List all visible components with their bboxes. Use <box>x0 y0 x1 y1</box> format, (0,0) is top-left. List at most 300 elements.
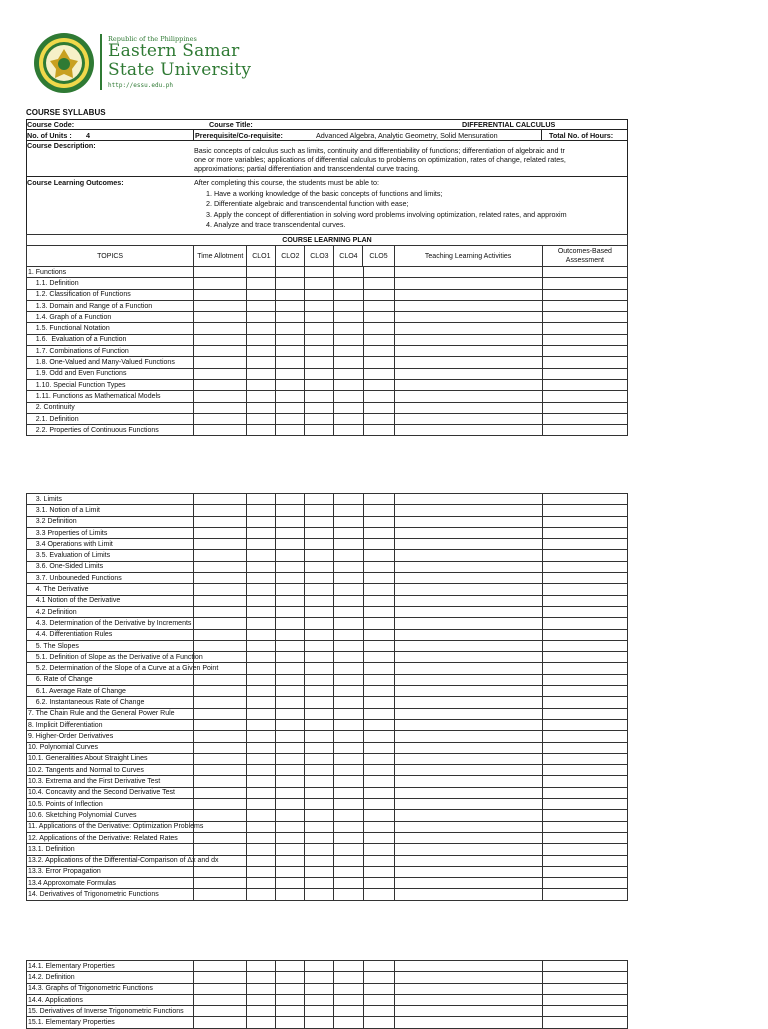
empty-cell <box>334 719 363 730</box>
empty-cell <box>394 312 542 323</box>
empty-cell <box>334 765 363 776</box>
topic-cell <box>27 516 194 527</box>
table-row <box>27 765 628 776</box>
empty-cell <box>305 994 334 1005</box>
empty-cell <box>542 618 627 629</box>
empty-cell <box>363 787 394 798</box>
table-row <box>27 278 628 289</box>
empty-cell <box>247 516 276 527</box>
empty-cell <box>247 652 276 663</box>
empty-cell <box>394 844 542 855</box>
table-row <box>27 1017 628 1028</box>
empty-cell <box>194 753 247 764</box>
table-row <box>27 368 628 379</box>
topic-cell <box>27 866 194 877</box>
table-row <box>27 972 628 983</box>
empty-cell <box>247 539 276 550</box>
empty-cell <box>363 300 394 311</box>
empty-cell <box>334 708 363 719</box>
empty-cell <box>305 516 334 527</box>
empty-cell <box>363 334 394 345</box>
empty-cell <box>194 844 247 855</box>
empty-cell <box>334 889 363 900</box>
empty-cell <box>276 289 305 300</box>
empty-cell <box>194 731 247 742</box>
empty-cell <box>305 346 334 357</box>
table-row <box>27 663 628 674</box>
empty-cell <box>334 516 363 527</box>
empty-cell <box>363 866 394 877</box>
empty-cell <box>276 629 305 640</box>
empty-cell <box>194 972 247 983</box>
empty-cell <box>194 368 247 379</box>
empty-cell <box>542 267 627 278</box>
table-row <box>27 787 628 798</box>
empty-cell <box>542 787 627 798</box>
empty-cell <box>394 742 542 753</box>
empty-cell <box>194 312 247 323</box>
empty-cell <box>363 742 394 753</box>
empty-cell <box>276 708 305 719</box>
empty-cell <box>247 776 276 787</box>
empty-cell <box>194 994 247 1005</box>
empty-cell <box>363 425 394 436</box>
empty-cell <box>542 629 627 640</box>
empty-cell <box>394 787 542 798</box>
empty-cell <box>276 1017 305 1028</box>
topic-text: 3.4 Operations with Limit <box>28 540 113 548</box>
topic-cell <box>27 663 219 674</box>
topic-cell <box>27 629 194 640</box>
empty-cell <box>194 866 247 877</box>
empty-cell <box>305 878 334 889</box>
empty-cell <box>276 584 305 595</box>
empty-cell <box>334 618 363 629</box>
empty-cell <box>305 334 334 345</box>
empty-cell <box>363 961 394 972</box>
empty-cell <box>194 629 247 640</box>
table-row <box>27 844 628 855</box>
table-row <box>27 323 628 334</box>
empty-cell <box>194 267 247 278</box>
empty-cell <box>363 1006 394 1017</box>
empty-cell <box>363 753 394 764</box>
empty-cell <box>334 855 363 866</box>
empty-cell <box>194 300 247 311</box>
topic-cell <box>27 697 194 708</box>
empty-cell <box>542 844 627 855</box>
topic-cell <box>27 799 194 810</box>
plan-title: COURSE LEARNING PLAN <box>27 235 628 246</box>
topic-text: 15. Derivatives of Inverse Trigonometric Functions <box>28 1007 184 1015</box>
empty-cell <box>542 595 627 606</box>
empty-cell <box>305 539 334 550</box>
empty-cell <box>334 550 363 561</box>
topic-text: 3.6. One-Sided Limits <box>28 563 104 571</box>
empty-cell <box>363 629 394 640</box>
empty-cell <box>334 1017 363 1028</box>
empty-cell <box>305 742 334 753</box>
empty-cell <box>276 323 305 334</box>
empty-cell <box>194 640 247 651</box>
empty-cell <box>334 357 363 368</box>
topic-text: 12. Applications of the Derivative: Related Rates <box>28 834 178 842</box>
empty-cell <box>305 765 334 776</box>
empty-cell <box>247 334 276 345</box>
topic-text: 1.7. Combinations of Function <box>28 347 129 355</box>
topic-text: 5.2. Determination of the Slope of a Curve at a Given Point <box>28 665 219 673</box>
empty-cell <box>542 855 627 866</box>
empty-cell <box>247 686 276 697</box>
topic-text: 1.4. Graph of a Function <box>28 313 112 321</box>
hours-label: Total No. of Hours: <box>549 131 614 140</box>
empty-cell <box>194 584 247 595</box>
empty-cell <box>305 573 334 584</box>
topic-text: 1.11. Functions as Mathematical Models <box>28 392 161 400</box>
empty-cell <box>542 312 627 323</box>
topic-cell <box>27 267 194 278</box>
empty-cell <box>542 799 627 810</box>
table-row <box>27 595 628 606</box>
topic-cell <box>27 652 203 663</box>
empty-cell <box>394 663 542 674</box>
empty-cell <box>363 878 394 889</box>
empty-cell <box>363 765 394 776</box>
empty-cell <box>363 539 394 550</box>
empty-cell <box>305 413 334 424</box>
empty-cell <box>542 994 627 1005</box>
table-row <box>27 889 628 900</box>
topic-text: 10.1. Generalities About Straight Lines <box>28 755 148 763</box>
table-row <box>27 606 628 617</box>
table-row <box>27 391 628 402</box>
empty-cell <box>363 821 394 832</box>
empty-cell <box>247 595 276 606</box>
empty-cell <box>276 1006 305 1017</box>
empty-cell <box>194 686 247 697</box>
empty-cell <box>363 799 394 810</box>
empty-cell <box>247 961 276 972</box>
empty-cell <box>194 573 247 584</box>
empty-cell <box>194 776 247 787</box>
empty-cell <box>305 686 334 697</box>
empty-cell <box>542 505 627 516</box>
table-row <box>27 584 628 595</box>
empty-cell <box>334 312 363 323</box>
topic-text: 2. Continuity <box>28 404 75 412</box>
empty-cell <box>542 539 627 550</box>
topic-cell <box>27 1017 194 1028</box>
university-header <box>33 30 333 92</box>
topic-text: 13.2. Applications of the Differential-Comparison of Δx and dx <box>28 857 219 865</box>
syllabus-title: COURSE SYLLABUS <box>26 108 106 117</box>
topic-text: 10.2. Tangents and Normal to Curves <box>28 766 144 774</box>
empty-cell <box>542 368 627 379</box>
empty-cell <box>305 629 334 640</box>
empty-cell <box>363 494 394 505</box>
empty-cell <box>394 606 542 617</box>
empty-cell <box>334 368 363 379</box>
empty-cell <box>276 425 305 436</box>
empty-cell <box>276 866 305 877</box>
topic-text: 4.1 Notion of the Derivative <box>28 597 121 605</box>
empty-cell <box>276 539 305 550</box>
empty-cell <box>363 776 394 787</box>
empty-cell <box>334 561 363 572</box>
table-row <box>27 994 628 1005</box>
empty-cell <box>247 878 276 889</box>
empty-cell <box>363 708 394 719</box>
empty-cell <box>542 323 627 334</box>
empty-cell <box>194 346 247 357</box>
empty-cell <box>334 413 363 424</box>
table-row <box>27 719 628 730</box>
table-row <box>27 640 628 651</box>
empty-cell <box>276 391 305 402</box>
table-row <box>27 312 628 323</box>
topic-cell <box>27 323 194 334</box>
empty-cell <box>276 312 305 323</box>
topic-cell <box>27 731 194 742</box>
empty-cell <box>276 855 305 866</box>
empty-cell <box>194 618 247 629</box>
empty-cell <box>394 402 542 413</box>
empty-cell <box>247 391 276 402</box>
empty-cell <box>276 267 305 278</box>
table-row <box>27 516 628 527</box>
empty-cell <box>194 494 247 505</box>
empty-cell <box>334 505 363 516</box>
topic-cell <box>27 606 194 617</box>
empty-cell <box>276 787 305 798</box>
topic-text: 1.6. Evaluation of a Function <box>28 336 127 344</box>
empty-cell <box>194 413 247 424</box>
topic-cell <box>27 855 219 866</box>
empty-cell <box>334 1006 363 1017</box>
empty-cell <box>363 550 394 561</box>
empty-cell <box>276 573 305 584</box>
empty-cell <box>305 810 334 821</box>
empty-cell <box>394 413 542 424</box>
empty-cell <box>394 832 542 843</box>
empty-cell <box>305 961 334 972</box>
empty-cell <box>247 606 276 617</box>
topic-cell <box>27 844 194 855</box>
empty-cell <box>247 994 276 1005</box>
empty-cell <box>305 368 334 379</box>
clo-label: Course Learning Outcomes: <box>27 178 124 187</box>
topic-cell <box>27 719 194 730</box>
empty-cell <box>334 832 363 843</box>
topic-cell <box>27 505 194 516</box>
empty-cell <box>305 855 334 866</box>
empty-cell <box>542 972 627 983</box>
empty-cell <box>276 731 305 742</box>
empty-cell <box>394 640 542 651</box>
topic-cell <box>27 983 194 994</box>
empty-cell <box>276 799 305 810</box>
empty-cell <box>394 799 542 810</box>
topic-cell <box>27 765 194 776</box>
empty-cell <box>194 278 247 289</box>
empty-cell <box>194 606 247 617</box>
empty-cell <box>363 323 394 334</box>
units-value: 4 <box>86 131 90 140</box>
empty-cell <box>394 753 542 764</box>
empty-cell <box>542 402 627 413</box>
empty-cell <box>363 972 394 983</box>
university-name-line2: State University <box>108 60 252 80</box>
topic-text: 1.2. Classification of Functions <box>28 291 131 299</box>
empty-cell <box>394 300 542 311</box>
course-title-value: DIFFERENTIAL CALCULUS <box>462 120 556 129</box>
topic-text: 4.2 Definition <box>28 608 77 616</box>
empty-cell <box>542 278 627 289</box>
empty-cell <box>394 878 542 889</box>
empty-cell <box>194 889 247 900</box>
empty-cell <box>394 972 542 983</box>
empty-cell <box>276 278 305 289</box>
empty-cell <box>276 889 305 900</box>
empty-cell <box>276 334 305 345</box>
empty-cell <box>542 983 627 994</box>
empty-cell <box>276 810 305 821</box>
empty-cell <box>305 776 334 787</box>
empty-cell <box>542 742 627 753</box>
empty-cell <box>363 357 394 368</box>
empty-cell <box>542 765 627 776</box>
empty-cell <box>542 379 627 390</box>
empty-cell <box>542 516 627 527</box>
table-row <box>27 983 628 994</box>
empty-cell <box>363 889 394 900</box>
empty-cell <box>305 821 334 832</box>
col-clo2: CLO2 <box>276 246 305 267</box>
empty-cell <box>305 618 334 629</box>
empty-cell <box>542 573 627 584</box>
empty-cell <box>305 312 334 323</box>
empty-cell <box>305 832 334 843</box>
empty-cell <box>247 494 276 505</box>
empty-cell <box>305 323 334 334</box>
topic-cell <box>27 889 194 900</box>
col-clo5: CLO5 <box>363 246 394 267</box>
empty-cell <box>363 663 394 674</box>
empty-cell <box>334 810 363 821</box>
empty-cell <box>247 844 276 855</box>
table-row <box>27 708 628 719</box>
topic-text: 14.2. Definition <box>28 973 75 981</box>
empty-cell <box>194 561 247 572</box>
empty-cell <box>305 357 334 368</box>
empty-cell <box>542 357 627 368</box>
empty-cell <box>394 289 542 300</box>
topic-cell <box>27 640 194 651</box>
empty-cell <box>247 731 276 742</box>
empty-cell <box>194 539 247 550</box>
empty-cell <box>334 300 363 311</box>
empty-cell <box>394 334 542 345</box>
empty-cell <box>394 584 542 595</box>
empty-cell <box>247 821 276 832</box>
empty-cell <box>247 855 276 866</box>
table-row <box>27 821 628 832</box>
topic-text: 9. Higher-Order Derivatives <box>28 732 114 740</box>
empty-cell <box>247 674 276 685</box>
empty-cell <box>334 697 363 708</box>
topic-cell <box>27 527 194 538</box>
table-row <box>27 697 628 708</box>
empty-cell <box>276 961 305 972</box>
empty-cell <box>334 289 363 300</box>
empty-cell <box>542 346 627 357</box>
empty-cell <box>394 516 542 527</box>
topic-text: 7. The Chain Rule and the General Power Rule <box>28 710 175 718</box>
empty-cell <box>276 697 305 708</box>
empty-cell <box>363 697 394 708</box>
empty-cell <box>542 719 627 730</box>
empty-cell <box>305 889 334 900</box>
empty-cell <box>334 787 363 798</box>
topic-text: 11. Applications of the Derivative: Optimization Problems <box>28 823 204 831</box>
topic-cell <box>27 334 194 345</box>
topic-cell <box>27 878 194 889</box>
empty-cell <box>394 776 542 787</box>
empty-cell <box>194 674 247 685</box>
table-row <box>27 346 628 357</box>
table-row <box>27 618 628 629</box>
topic-text: 8. Implicit Differentiation <box>28 721 103 729</box>
empty-cell <box>305 697 334 708</box>
empty-cell <box>247 550 276 561</box>
empty-cell <box>276 595 305 606</box>
empty-cell <box>334 391 363 402</box>
empty-cell <box>363 810 394 821</box>
empty-cell <box>394 573 542 584</box>
empty-cell <box>305 595 334 606</box>
empty-cell <box>276 550 305 561</box>
empty-cell <box>363 573 394 584</box>
empty-cell <box>334 278 363 289</box>
empty-cell <box>247 425 276 436</box>
table-row <box>27 866 628 877</box>
empty-cell <box>305 267 334 278</box>
empty-cell <box>247 289 276 300</box>
topic-cell <box>27 584 194 595</box>
empty-cell <box>276 368 305 379</box>
plan-section-1 <box>26 266 628 436</box>
empty-cell <box>194 1017 247 1028</box>
empty-cell <box>247 983 276 994</box>
empty-cell <box>305 652 334 663</box>
empty-cell <box>542 289 627 300</box>
units-label: No. of Units : <box>27 131 72 140</box>
empty-cell <box>305 731 334 742</box>
description-label: Course Description: <box>27 141 96 150</box>
topic-text: 13.4 Approxomate Formulas <box>28 879 116 887</box>
topic-text: 15.1. Elementary Properties <box>28 1019 115 1027</box>
empty-cell <box>334 742 363 753</box>
empty-cell <box>276 413 305 424</box>
empty-cell <box>247 1017 276 1028</box>
empty-cell <box>394 505 542 516</box>
empty-cell <box>334 539 363 550</box>
topic-text: 3.1. Notion of a Limit <box>28 506 100 514</box>
topic-text: 2.2. Properties of Continuous Functions <box>28 426 159 434</box>
empty-cell <box>334 972 363 983</box>
table-row <box>27 961 628 972</box>
topic-text: 6.2. Instantaneous Rate of Change <box>28 698 145 706</box>
